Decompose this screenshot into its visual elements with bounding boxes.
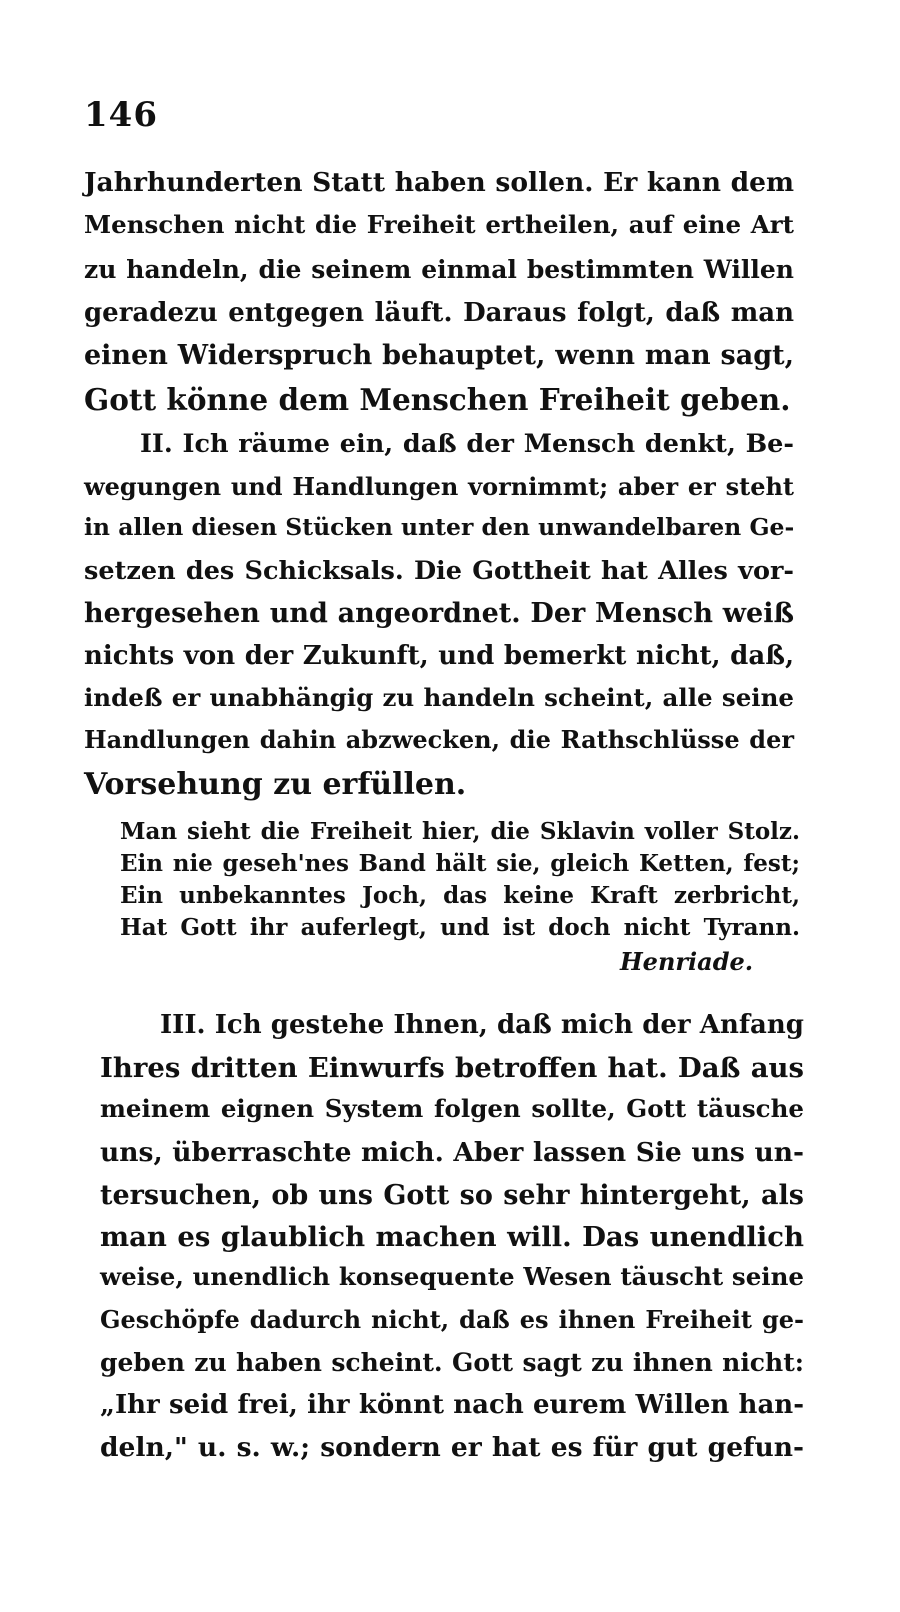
- text-line: nichts von der Zukunft, und bemerkt nicht, daß,: [84, 641, 794, 671]
- text-line: Menschen nicht die Freiheit ertheilen, auf eine Art: [84, 210, 794, 239]
- text-line: geradezu entgegen läuft. Daraus folgt, daß man: [84, 298, 794, 328]
- text-line: hergesehen und angeordnet. Der Mensch weiß: [84, 598, 794, 629]
- text-line: meinem eignen System folgen sollte, Gott täusche: [100, 1094, 804, 1123]
- text-line: uns, überraschte mich. Aber lassen Sie uns un-: [100, 1137, 804, 1168]
- verse-attribution: Henriade.: [620, 947, 754, 976]
- text-line: III. Ich gestehe Ihnen, daß mich der Anfang: [160, 1010, 804, 1040]
- verse-line: Hat Gott ihr auferlegt, und ist doch nicht Tyrann.: [120, 914, 800, 941]
- text-line: man es glaublich machen will. Das unendlich: [100, 1221, 804, 1253]
- text-line: deln," u. s. w.; sondern er hat es für gut gefun-: [100, 1432, 804, 1463]
- text-line: Jahrhunderten Statt haben sollen. Er kann dem: [84, 167, 794, 198]
- text-line: setzen des Schicksals. Die Gottheit hat Alles vor-: [84, 556, 794, 586]
- text-line: „Ihr seid frei, ihr könnt nach eurem Willen han-: [100, 1390, 804, 1420]
- text-line: in allen diesen Stücken unter den unwandelbaren Ge-: [84, 513, 795, 541]
- text-line: zu handeln, die seinem einmal bestimmten Willen: [84, 255, 794, 284]
- verse-line: Ein unbekanntes Joch, das keine Kraft zerbricht,: [120, 882, 800, 909]
- verse-line: Man sieht die Freiheit hier, die Sklavin voller Stolz.: [120, 818, 800, 845]
- text-line: Geschöpfe dadurch nicht, daß es ihnen Freiheit ge-: [100, 1305, 804, 1334]
- text-line: Gott könne dem Menschen Freiheit geben.: [84, 382, 791, 417]
- text-line: geben zu haben scheint. Gott sagt zu ihnen nicht:: [100, 1348, 804, 1377]
- page-number: 146: [84, 95, 158, 135]
- text-line: Ihres dritten Einwurfs betroffen hat. Daß aus: [100, 1052, 804, 1084]
- text-line: weise, unendlich konsequente Wesen täuscht seine: [100, 1262, 804, 1291]
- text-line: wegungen und Handlungen vornimmt; aber er steht: [84, 472, 794, 501]
- text-line: Vorsehung zu erfüllen.: [84, 767, 467, 802]
- text-line: indeß er unabhängig zu handeln scheint, alle seine: [84, 683, 794, 712]
- text-line: II. Ich räume ein, daß der Mensch denkt, Be-: [140, 429, 794, 459]
- text-line: einen Widerspruch behauptet, wenn man sagt,: [84, 340, 794, 371]
- text-line: tersuchen, ob uns Gott so sehr hintergeht, als: [100, 1180, 804, 1211]
- text-line: Handlungen dahin abzwecken, die Rathschlüsse der: [84, 725, 794, 754]
- verse-line: Ein nie geseh'nes Band hält sie, gleich Ketten, fest;: [120, 850, 800, 877]
